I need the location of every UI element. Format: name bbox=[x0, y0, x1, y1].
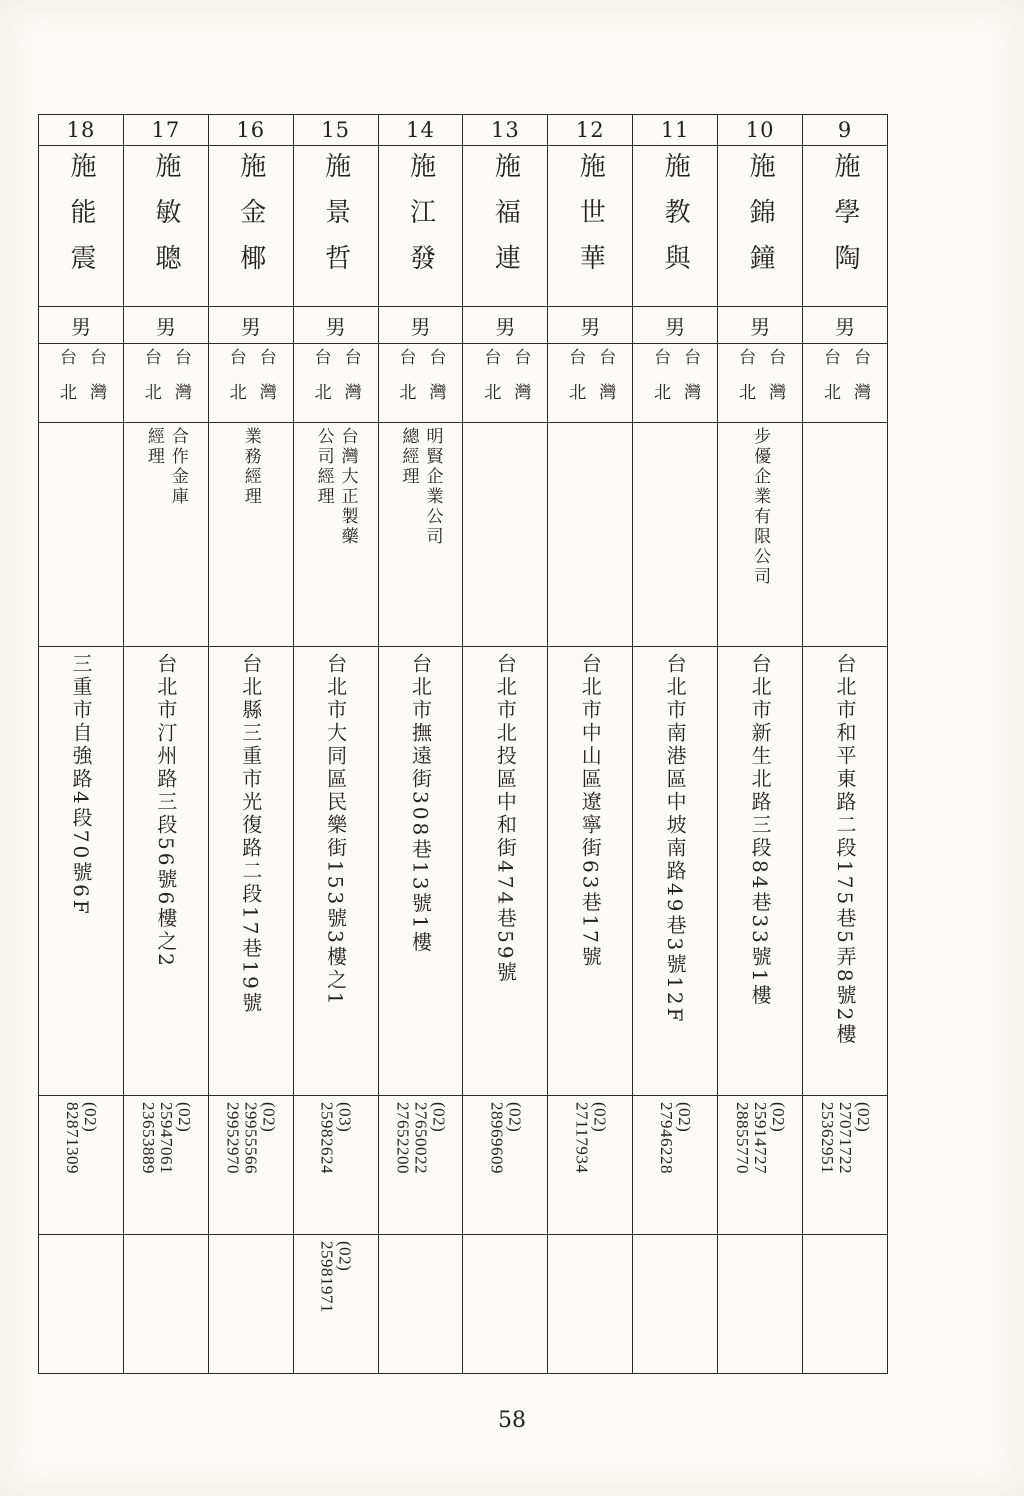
member-name: 施能震 bbox=[65, 152, 96, 290]
address-cell bbox=[548, 647, 633, 1096]
member-address: 台北市大同區民樂街153號3樓之1 bbox=[323, 653, 348, 1008]
extra-phone-cell bbox=[548, 1235, 633, 1374]
entry-number-cell bbox=[633, 115, 718, 146]
address-cell bbox=[293, 647, 378, 1096]
member-birthplace: 台灣 台北 bbox=[480, 348, 531, 418]
member-sex: 男 bbox=[750, 314, 771, 339]
extra-phone-row bbox=[39, 1235, 888, 1374]
name-cell bbox=[633, 146, 718, 307]
entry-number-row bbox=[39, 115, 888, 146]
phone-cell bbox=[633, 1096, 718, 1235]
birthplace-cell bbox=[208, 344, 293, 423]
birthplace-cell bbox=[463, 344, 548, 423]
member-name: 施福連 bbox=[490, 152, 521, 290]
member-address: 台北市撫遠街308巷13號1樓 bbox=[408, 653, 433, 955]
sex-cell bbox=[208, 307, 293, 344]
occupation-cell bbox=[803, 423, 888, 647]
entry-number-cell bbox=[123, 115, 208, 146]
entry-number: 16 bbox=[236, 118, 266, 142]
birthplace-cell bbox=[378, 344, 463, 423]
phone-cell bbox=[378, 1096, 463, 1235]
name-row bbox=[39, 146, 888, 307]
member-name: 施金椰 bbox=[235, 152, 266, 290]
member-birthplace: 台灣 台北 bbox=[310, 348, 361, 418]
occupation-cell bbox=[548, 423, 633, 647]
entry-number: 10 bbox=[745, 118, 775, 142]
entry-number: 18 bbox=[66, 118, 96, 142]
address-cell bbox=[123, 647, 208, 1096]
occupation-cell bbox=[378, 423, 463, 647]
member-occupation: 明賢企業公司 總經理 bbox=[398, 427, 443, 547]
entry-number-cell bbox=[378, 115, 463, 146]
address-cell bbox=[633, 647, 718, 1096]
entry-number-cell bbox=[463, 115, 548, 146]
extra-phone-cell bbox=[39, 1235, 124, 1374]
member-address: 台北市北投區中和街474巷59號 bbox=[493, 653, 518, 985]
member-address: 台北市南港區中坡南路49巷3號12F bbox=[663, 653, 688, 1025]
occupation-cell bbox=[208, 423, 293, 647]
member-address: 台北市汀州路三段56號6樓之2 bbox=[153, 653, 178, 969]
entry-number: 14 bbox=[406, 118, 435, 142]
member-name: 施錦鐘 bbox=[745, 152, 776, 290]
member-birthplace: 台灣 台北 bbox=[395, 348, 446, 418]
member-sex: 男 bbox=[155, 314, 176, 339]
member-address: 三重市自強路4段70號6F bbox=[68, 653, 93, 917]
member-sex: 男 bbox=[580, 314, 601, 339]
occupation-cell bbox=[633, 423, 718, 647]
member-sex: 男 bbox=[495, 314, 516, 339]
entry-number: 13 bbox=[491, 118, 520, 142]
member-name: 施世華 bbox=[575, 152, 606, 290]
phone-cell bbox=[803, 1096, 888, 1235]
entry-number: 11 bbox=[660, 118, 690, 142]
member-table bbox=[38, 114, 888, 1374]
sex-row bbox=[39, 307, 888, 344]
member-sex: 男 bbox=[70, 314, 91, 339]
sex-cell bbox=[39, 307, 124, 344]
sex-cell bbox=[548, 307, 633, 344]
member-sex: 男 bbox=[835, 314, 855, 339]
extra-phone-cell bbox=[718, 1235, 803, 1374]
phone-cell bbox=[123, 1096, 208, 1235]
member-sex: 男 bbox=[665, 314, 686, 339]
member-sex: 男 bbox=[240, 314, 261, 339]
birthplace-cell bbox=[548, 344, 633, 423]
entry-number-cell bbox=[208, 115, 293, 146]
sex-cell bbox=[803, 307, 888, 344]
birthplace-cell bbox=[633, 344, 718, 423]
birthplace-cell bbox=[803, 344, 888, 423]
member-occupation: 業務經理 bbox=[240, 427, 261, 507]
name-cell bbox=[803, 146, 888, 307]
member-occupation: 步優企業有限公司 bbox=[750, 427, 771, 587]
member-sex: 男 bbox=[410, 314, 431, 339]
member-name: 施學陶 bbox=[830, 152, 860, 290]
address-cell bbox=[39, 647, 124, 1096]
address-row bbox=[39, 647, 888, 1096]
name-cell bbox=[378, 146, 463, 307]
page-number: 58 bbox=[498, 1408, 526, 1433]
member-phone: (02) 25947061 23653889 bbox=[138, 1102, 194, 1174]
address-cell bbox=[378, 647, 463, 1096]
name-cell bbox=[718, 146, 803, 307]
birthplace-cell bbox=[293, 344, 378, 423]
address-cell bbox=[463, 647, 548, 1096]
member-phone: (02) 27117934 bbox=[572, 1102, 610, 1174]
member-phone: (02) 27946228 bbox=[657, 1102, 695, 1174]
address-cell bbox=[718, 647, 803, 1096]
birthplace-cell bbox=[718, 344, 803, 423]
member-phone: (02) 82871309 bbox=[62, 1102, 100, 1174]
member-address: 台北市和平東路二段175巷5弄8號2樓 bbox=[833, 653, 857, 1047]
name-cell bbox=[208, 146, 293, 307]
member-phone: (02) 29955566 29952970 bbox=[223, 1102, 279, 1174]
phone-cell bbox=[208, 1096, 293, 1235]
entry-number-cell bbox=[718, 115, 803, 146]
name-cell bbox=[548, 146, 633, 307]
sex-cell bbox=[463, 307, 548, 344]
member-birthplace: 台灣 台北 bbox=[140, 348, 191, 418]
member-phone: (02) 28969609 bbox=[487, 1102, 525, 1174]
phone-cell bbox=[463, 1096, 548, 1235]
entry-number-cell bbox=[39, 115, 124, 146]
occupation-row bbox=[39, 423, 888, 647]
member-address: 台北縣三重市光復路二段17巷19號 bbox=[238, 653, 263, 1015]
entry-number-cell bbox=[293, 115, 378, 146]
member-address: 台北市中山區遼寧街63巷17號 bbox=[578, 653, 603, 969]
entry-number: 9 bbox=[837, 118, 853, 142]
occupation-cell bbox=[39, 423, 124, 647]
member-phone: (02) 25914727 28855770 bbox=[733, 1102, 789, 1174]
entry-number-cell bbox=[548, 115, 633, 146]
sex-cell bbox=[378, 307, 463, 344]
name-cell bbox=[123, 146, 208, 307]
extra-phone-cell bbox=[293, 1235, 378, 1374]
member-extra-phone: (02) 25981971 bbox=[317, 1241, 355, 1313]
occupation-cell bbox=[718, 423, 803, 647]
address-cell bbox=[208, 647, 293, 1096]
phone-cell bbox=[39, 1096, 124, 1235]
member-name: 施江發 bbox=[405, 152, 436, 290]
member-birthplace: 台灣 台北 bbox=[735, 348, 786, 418]
name-cell bbox=[463, 146, 548, 307]
sex-cell bbox=[123, 307, 208, 344]
member-birthplace: 台灣 台北 bbox=[565, 348, 616, 418]
name-cell bbox=[39, 146, 124, 307]
member-occupation: 台灣大正製藥 公司經理 bbox=[313, 427, 358, 547]
member-birthplace: 台灣 台北 bbox=[650, 348, 701, 418]
birthplace-row bbox=[39, 344, 888, 423]
extra-phone-cell bbox=[208, 1235, 293, 1374]
sex-cell bbox=[633, 307, 718, 344]
occupation-cell bbox=[293, 423, 378, 647]
member-name: 施敏聰 bbox=[150, 152, 181, 290]
phone-cell bbox=[718, 1096, 803, 1235]
member-name: 施教與 bbox=[660, 152, 691, 290]
phone-cell bbox=[548, 1096, 633, 1235]
extra-phone-cell bbox=[633, 1235, 718, 1374]
extra-phone-cell bbox=[463, 1235, 548, 1374]
entry-number-cell bbox=[803, 115, 888, 146]
sex-cell bbox=[718, 307, 803, 344]
birthplace-cell bbox=[123, 344, 208, 423]
member-address: 台北市新生北路三段84巷33號1樓 bbox=[748, 653, 773, 1008]
member-phone: (02) 27071722 25362951 bbox=[818, 1102, 873, 1174]
phone-row bbox=[39, 1096, 888, 1235]
member-birthplace: 台灣 台北 bbox=[225, 348, 276, 418]
member-phone: (03) 25982624 bbox=[317, 1102, 355, 1174]
extra-phone-cell bbox=[803, 1235, 888, 1374]
extra-phone-cell bbox=[378, 1235, 463, 1374]
birthplace-cell bbox=[39, 344, 124, 423]
member-phone: (02) 27650022 27652200 bbox=[393, 1102, 449, 1174]
extra-phone-cell bbox=[123, 1235, 208, 1374]
address-cell bbox=[803, 647, 888, 1096]
name-cell bbox=[293, 146, 378, 307]
entry-number: 12 bbox=[575, 118, 605, 142]
member-birthplace: 台灣 台北 bbox=[55, 348, 106, 418]
phone-cell bbox=[293, 1096, 378, 1235]
occupation-cell bbox=[123, 423, 208, 647]
entry-number: 17 bbox=[151, 118, 181, 142]
entry-number: 15 bbox=[321, 118, 350, 142]
occupation-cell bbox=[463, 423, 548, 647]
member-name: 施景哲 bbox=[320, 152, 351, 290]
sex-cell bbox=[293, 307, 378, 344]
member-birthplace: 台灣 台北 bbox=[820, 348, 870, 418]
member-occupation: 合作金庫 經理 bbox=[143, 427, 188, 507]
member-sex: 男 bbox=[325, 314, 346, 339]
